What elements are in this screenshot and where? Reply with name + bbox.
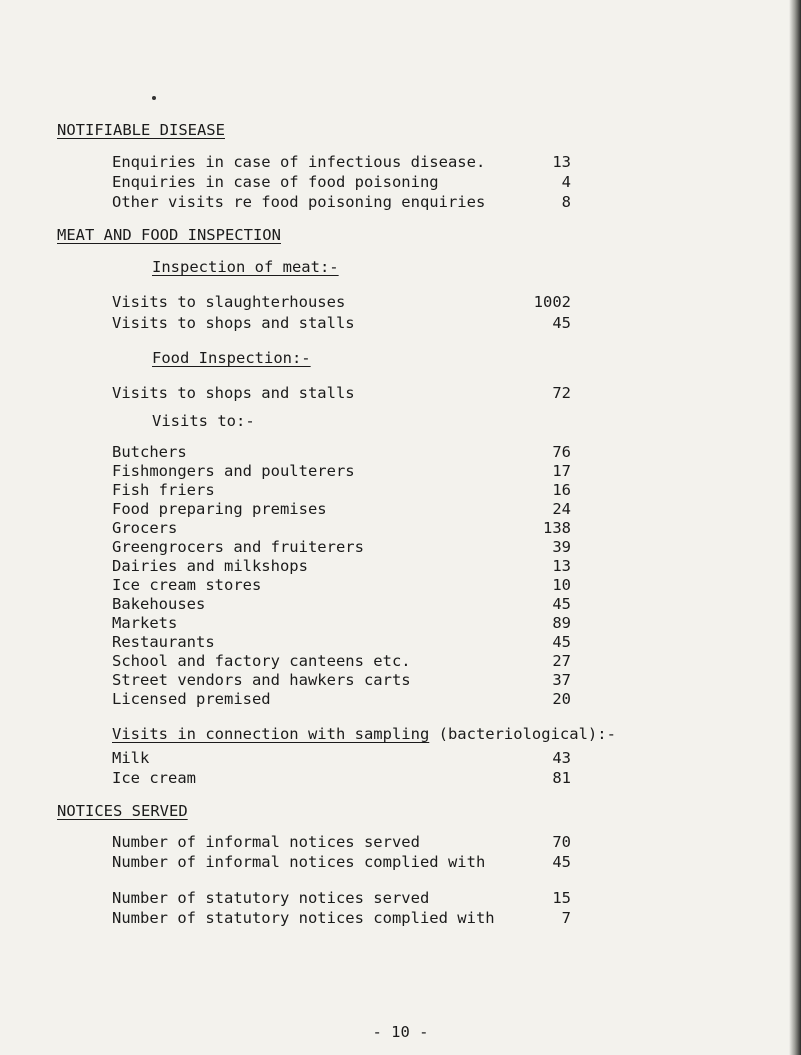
notifiable-row-value: 8	[561, 193, 571, 211]
premises-value: 20	[552, 690, 571, 708]
stray-dot	[152, 96, 156, 100]
premises-value: 45	[552, 595, 571, 613]
premises-label: Fishmongers and poulterers	[112, 462, 355, 480]
premises-label: Food preparing premises	[112, 500, 327, 518]
premises-label: Butchers	[112, 443, 187, 461]
notifiable-row-value: 13	[552, 153, 571, 171]
premises-label: Dairies and milkshops	[112, 557, 308, 575]
premises-label: Markets	[112, 614, 178, 632]
premises-label: School and factory canteens etc.	[112, 652, 411, 670]
food-total-value: 72	[552, 384, 571, 402]
statutory-notice-value: 15	[552, 889, 571, 907]
premises-value: 27	[552, 652, 571, 670]
sampling-heading	[112, 724, 616, 744]
premises-label: Grocers	[112, 519, 178, 537]
sampling-heading-rest: (bacteriological):-	[429, 725, 616, 743]
sampling-row-value: 81	[552, 769, 571, 787]
sampling-heading-underlined: Visits in connection with sampling	[112, 725, 430, 743]
premises-label: Greengrocers and fruiterers	[112, 538, 364, 556]
premises-label: Bakehouses	[112, 595, 206, 613]
meat-food-heading: MEAT AND FOOD INSPECTION	[57, 226, 281, 244]
meat-row-label: Visits to slaughterhouses	[112, 293, 346, 311]
premises-value: 13	[552, 557, 571, 575]
premises-value: 37	[552, 671, 571, 689]
premises-value: 138	[543, 519, 571, 537]
informal-notice-value: 70	[552, 833, 571, 851]
sampling-row-value: 43	[552, 749, 571, 767]
notifiable-row-value: 4	[561, 173, 571, 191]
informal-notice-value: 45	[552, 853, 571, 871]
premises-value: 45	[552, 633, 571, 651]
premises-value: 17	[552, 462, 571, 480]
sampling-row-label: Ice cream	[112, 769, 196, 787]
premises-value: 76	[552, 443, 571, 461]
premises-label: Fish friers	[112, 481, 215, 499]
notifiable-disease-heading: NOTIFIABLE DISEASE	[57, 121, 225, 139]
premises-value: 16	[552, 481, 571, 499]
sampling-row-label: Milk	[112, 749, 150, 767]
premises-value: 39	[552, 538, 571, 556]
page-binding-edge	[789, 0, 801, 1055]
meat-row-value: 45	[552, 314, 571, 332]
premises-label: Restaurants	[112, 633, 215, 651]
food-inspection-subheading: Food Inspection:-	[152, 349, 311, 367]
premises-value: 10	[552, 576, 571, 594]
premises-label: Street vendors and hawkers carts	[112, 671, 411, 689]
food-total-label: Visits to shops and stalls	[112, 384, 355, 402]
notices-heading: NOTICES SERVED	[57, 802, 188, 820]
meat-inspection-subheading: Inspection of meat:-	[152, 258, 339, 276]
page-number: - 10 -	[372, 1023, 429, 1041]
premises-value: 89	[552, 614, 571, 632]
notifiable-row-label: Other visits re food poisoning enquiries	[112, 193, 486, 211]
statutory-notice-label: Number of statutory notices complied with	[112, 909, 495, 927]
meat-row-value: 1002	[533, 293, 571, 311]
notifiable-row-label: Enquiries in case of food poisoning	[112, 173, 439, 191]
meat-row-label: Visits to shops and stalls	[112, 314, 355, 332]
statutory-notice-label: Number of statutory notices served	[112, 889, 430, 907]
informal-notice-label: Number of informal notices served	[112, 833, 420, 851]
visits-to-label: Visits to:-	[152, 412, 255, 430]
notifiable-row-label: Enquiries in case of infectious disease.	[112, 153, 486, 171]
premises-label: Licensed premised	[112, 690, 271, 708]
statutory-notice-value: 7	[561, 909, 571, 927]
premises-label: Ice cream stores	[112, 576, 262, 594]
premises-value: 24	[552, 500, 571, 518]
informal-notice-label: Number of informal notices complied with	[112, 853, 486, 871]
